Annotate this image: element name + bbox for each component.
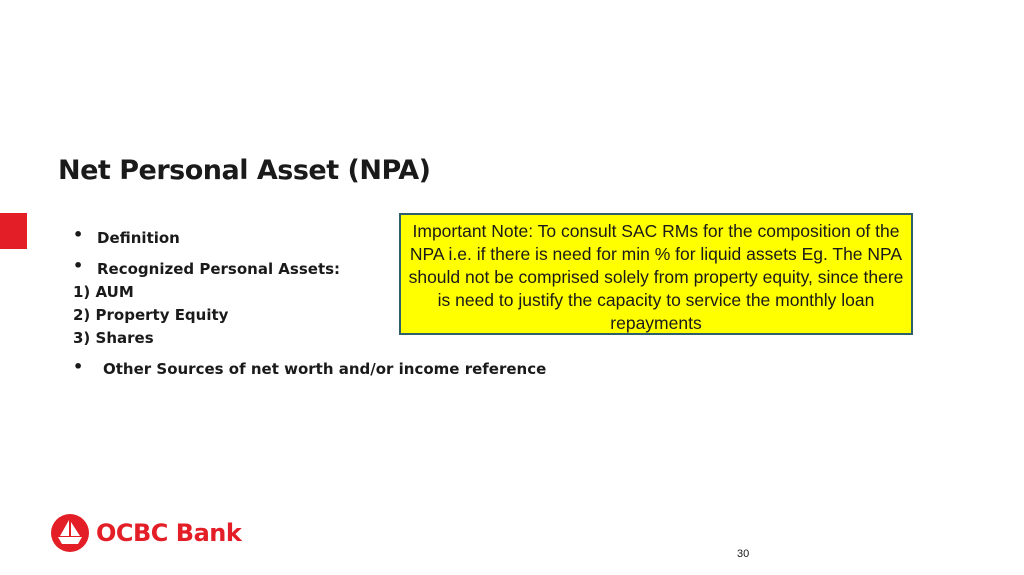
bullet-definition: Definition	[97, 229, 180, 247]
page-number: 30	[737, 548, 750, 560]
red-accent-tab	[0, 213, 27, 249]
slide-title: Net Personal Asset (NPA)	[58, 155, 431, 186]
logo-text: OCBC Bank	[96, 519, 242, 547]
bullet-dot: •	[73, 225, 84, 244]
bullet-dot: •	[73, 256, 84, 275]
bullet-recognized-assets: Recognized Personal Assets:	[97, 260, 341, 278]
bullet-dot: •	[73, 357, 84, 376]
ocbc-junk-logo-icon	[50, 513, 90, 553]
bullet-other-sources: Other Sources of net worth and/or income reference	[103, 360, 547, 378]
list-item-aum: 1) AUM	[73, 283, 134, 301]
important-note-box: Important Note: To consult SAC RMs for the composition of the NPA i.e. if there is need for min % for liquid assets Eg. The NPA should not be comprised solely from property equity, since there is need to justify the capacity to service the monthly loan repayments	[399, 213, 913, 335]
list-item-shares: 3) Shares	[73, 329, 154, 347]
list-item-property-equity: 2) Property Equity	[73, 306, 229, 324]
ocbc-logo	[50, 512, 241, 554]
